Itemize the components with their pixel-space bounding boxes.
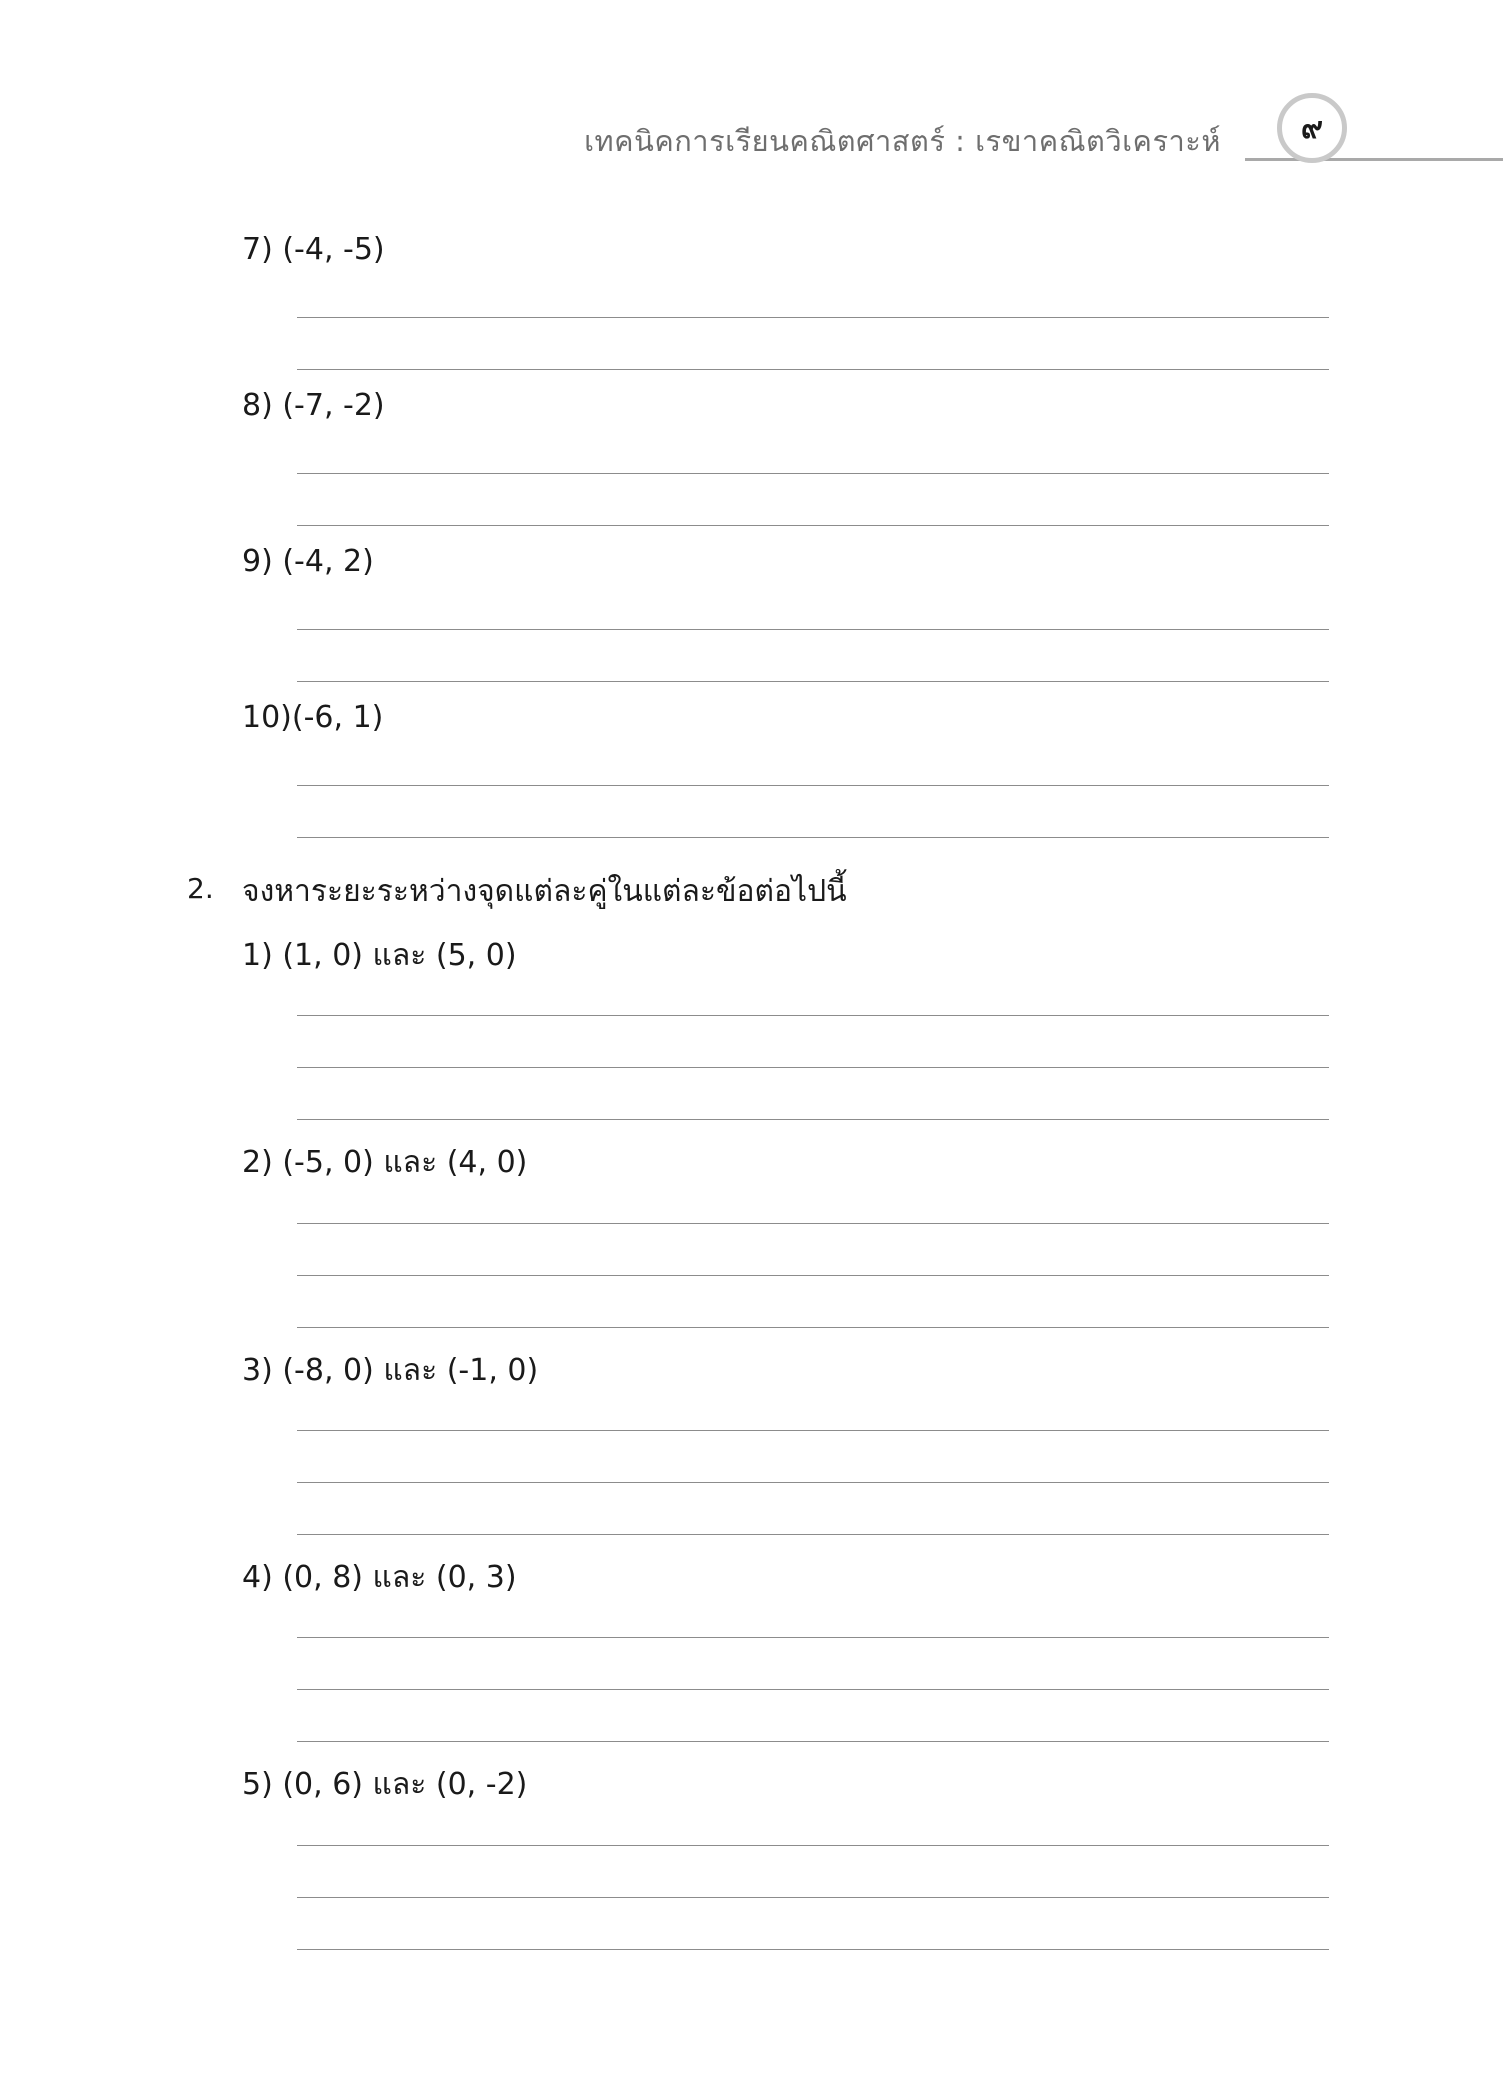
answer-line bbox=[297, 1741, 1329, 1742]
answer-line bbox=[297, 785, 1329, 786]
section-instruction: จงหาระยะระหว่างจุดแต่ละคู่ในแต่ละข้อต่อไปนี้ bbox=[242, 874, 847, 909]
page-number: ๙ bbox=[1301, 110, 1323, 146]
answer-line bbox=[297, 1430, 1329, 1431]
answer-line bbox=[297, 473, 1329, 474]
answer-line bbox=[297, 525, 1329, 526]
exercise-item: 9) (-4, 2) bbox=[242, 544, 374, 579]
answer-line bbox=[297, 1015, 1329, 1016]
answer-line bbox=[297, 1327, 1329, 1328]
answer-line bbox=[297, 1689, 1329, 1690]
exercise-item: 1) (1, 0) และ (5, 0) bbox=[242, 938, 517, 973]
answer-line bbox=[297, 1482, 1329, 1483]
answer-line bbox=[297, 1949, 1329, 1950]
header-rule bbox=[1245, 158, 1503, 161]
answer-line bbox=[297, 1275, 1329, 1276]
page-number-badge bbox=[1277, 93, 1347, 163]
exercise-item: 2) (-5, 0) และ (4, 0) bbox=[242, 1145, 528, 1180]
answer-line bbox=[297, 1223, 1329, 1224]
answer-line bbox=[297, 1067, 1329, 1068]
answer-line bbox=[297, 1119, 1329, 1120]
answer-line bbox=[297, 317, 1329, 318]
exercise-item: 3) (-8, 0) และ (-1, 0) bbox=[242, 1353, 539, 1388]
exercise-item: 8) (-7, -2) bbox=[242, 388, 385, 423]
answer-line bbox=[297, 369, 1329, 370]
answer-line bbox=[297, 1845, 1329, 1846]
section-number: 2. bbox=[187, 872, 214, 905]
exercise-item: 4) (0, 8) และ (0, 3) bbox=[242, 1560, 517, 1595]
exercise-item: 10)(-6, 1) bbox=[242, 700, 384, 735]
answer-line bbox=[297, 1534, 1329, 1535]
answer-line bbox=[297, 837, 1329, 838]
answer-line bbox=[297, 629, 1329, 630]
answer-line bbox=[297, 681, 1329, 682]
exercise-item: 5) (0, 6) และ (0, -2) bbox=[242, 1767, 528, 1802]
answer-line bbox=[297, 1637, 1329, 1638]
exercise-item: 7) (-4, -5) bbox=[242, 232, 385, 267]
answer-line bbox=[297, 1897, 1329, 1898]
running-header-title: เทคนิคการเรียนคณิตศาสตร์ : เรขาคณิตวิเคราะห์ bbox=[584, 124, 1221, 158]
